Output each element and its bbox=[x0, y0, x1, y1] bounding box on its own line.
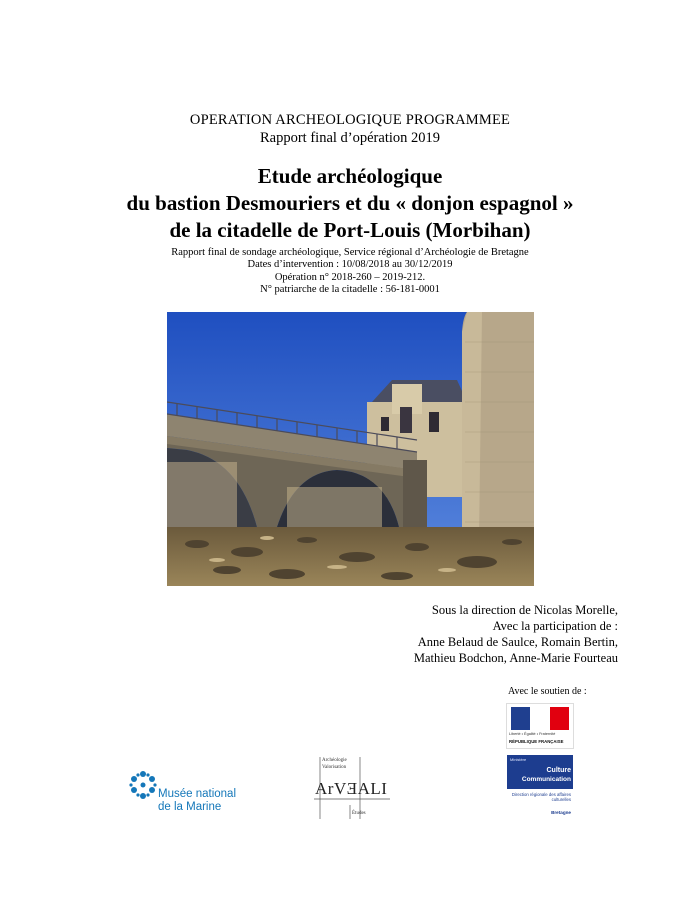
mnm-line-2: de la Marine bbox=[158, 801, 222, 813]
intervention-dates: Dates d’intervention : 10/08/2018 au 30/12/2019 bbox=[247, 259, 453, 270]
director-line: Sous la direction de Nicolas Morelle, bbox=[431, 603, 618, 617]
bretagne-text: Bretagne bbox=[551, 810, 571, 815]
rf-motto: Liberté • Égalité • Fraternité bbox=[509, 732, 556, 736]
arvali-archeologie: Archéologie bbox=[322, 758, 347, 763]
drac-text: Direction régionale des affaires culturelles bbox=[511, 792, 571, 802]
mnm-line-1: Musée national bbox=[158, 788, 236, 800]
culture-word: Culture bbox=[546, 767, 571, 774]
participants-line-1: Anne Belaud de Saulce, Romain Bertin, bbox=[417, 635, 618, 649]
title-line-1: Etude archéologique bbox=[257, 164, 443, 188]
rf-name: RÉPUBLIQUE FRANÇAISE bbox=[509, 739, 564, 744]
republique-francaise-logo bbox=[506, 703, 574, 749]
title-line-3: de la citadelle de Port-Louis (Morbihan) bbox=[169, 218, 531, 242]
communication-word: Communication bbox=[521, 776, 571, 783]
patriarche-number: N° patriarche de la citadelle : 56-181-0001 bbox=[260, 284, 440, 295]
star-icon bbox=[128, 770, 158, 800]
arvali-etudes: Études bbox=[352, 811, 366, 816]
culture-logo-box bbox=[507, 755, 573, 789]
page-title bbox=[0, 163, 700, 244]
title-line-2: du bastion Desmouriers et du « donjon espagnol » bbox=[126, 191, 574, 215]
report-type: Rapport final de sondage archéologique, Service régional d’Archéologie de Bretagne bbox=[171, 247, 529, 258]
musee-marine-name bbox=[158, 788, 236, 814]
arvali-logo bbox=[312, 755, 392, 821]
culture-small-text: Ministère bbox=[510, 757, 527, 762]
cover-photo bbox=[167, 312, 534, 586]
participation-label: Avec la participation de : bbox=[492, 619, 618, 633]
credits-block bbox=[414, 602, 618, 666]
support-label: Avec le soutien de : bbox=[508, 686, 587, 697]
arvali-wordmark: ArVƎALI bbox=[315, 779, 388, 798]
report-year: Rapport final d’opération 2019 bbox=[260, 130, 440, 146]
operation-number: Opération n° 2018-260 – 2019-212. bbox=[274, 272, 426, 283]
musee-marine-logo bbox=[128, 770, 253, 820]
citadel-bridge-photo bbox=[167, 312, 534, 586]
operation-heading: OPERATION ARCHEOLOGIQUE PROGRAMMEE bbox=[189, 112, 511, 128]
participants-line-2: Mathieu Bodchon, Anne-Marie Fourteau bbox=[413, 651, 618, 665]
arvali-valorisation: Valorisation bbox=[322, 765, 347, 770]
culture-communication-logo bbox=[507, 755, 573, 817]
french-flag-icon bbox=[511, 707, 569, 730]
